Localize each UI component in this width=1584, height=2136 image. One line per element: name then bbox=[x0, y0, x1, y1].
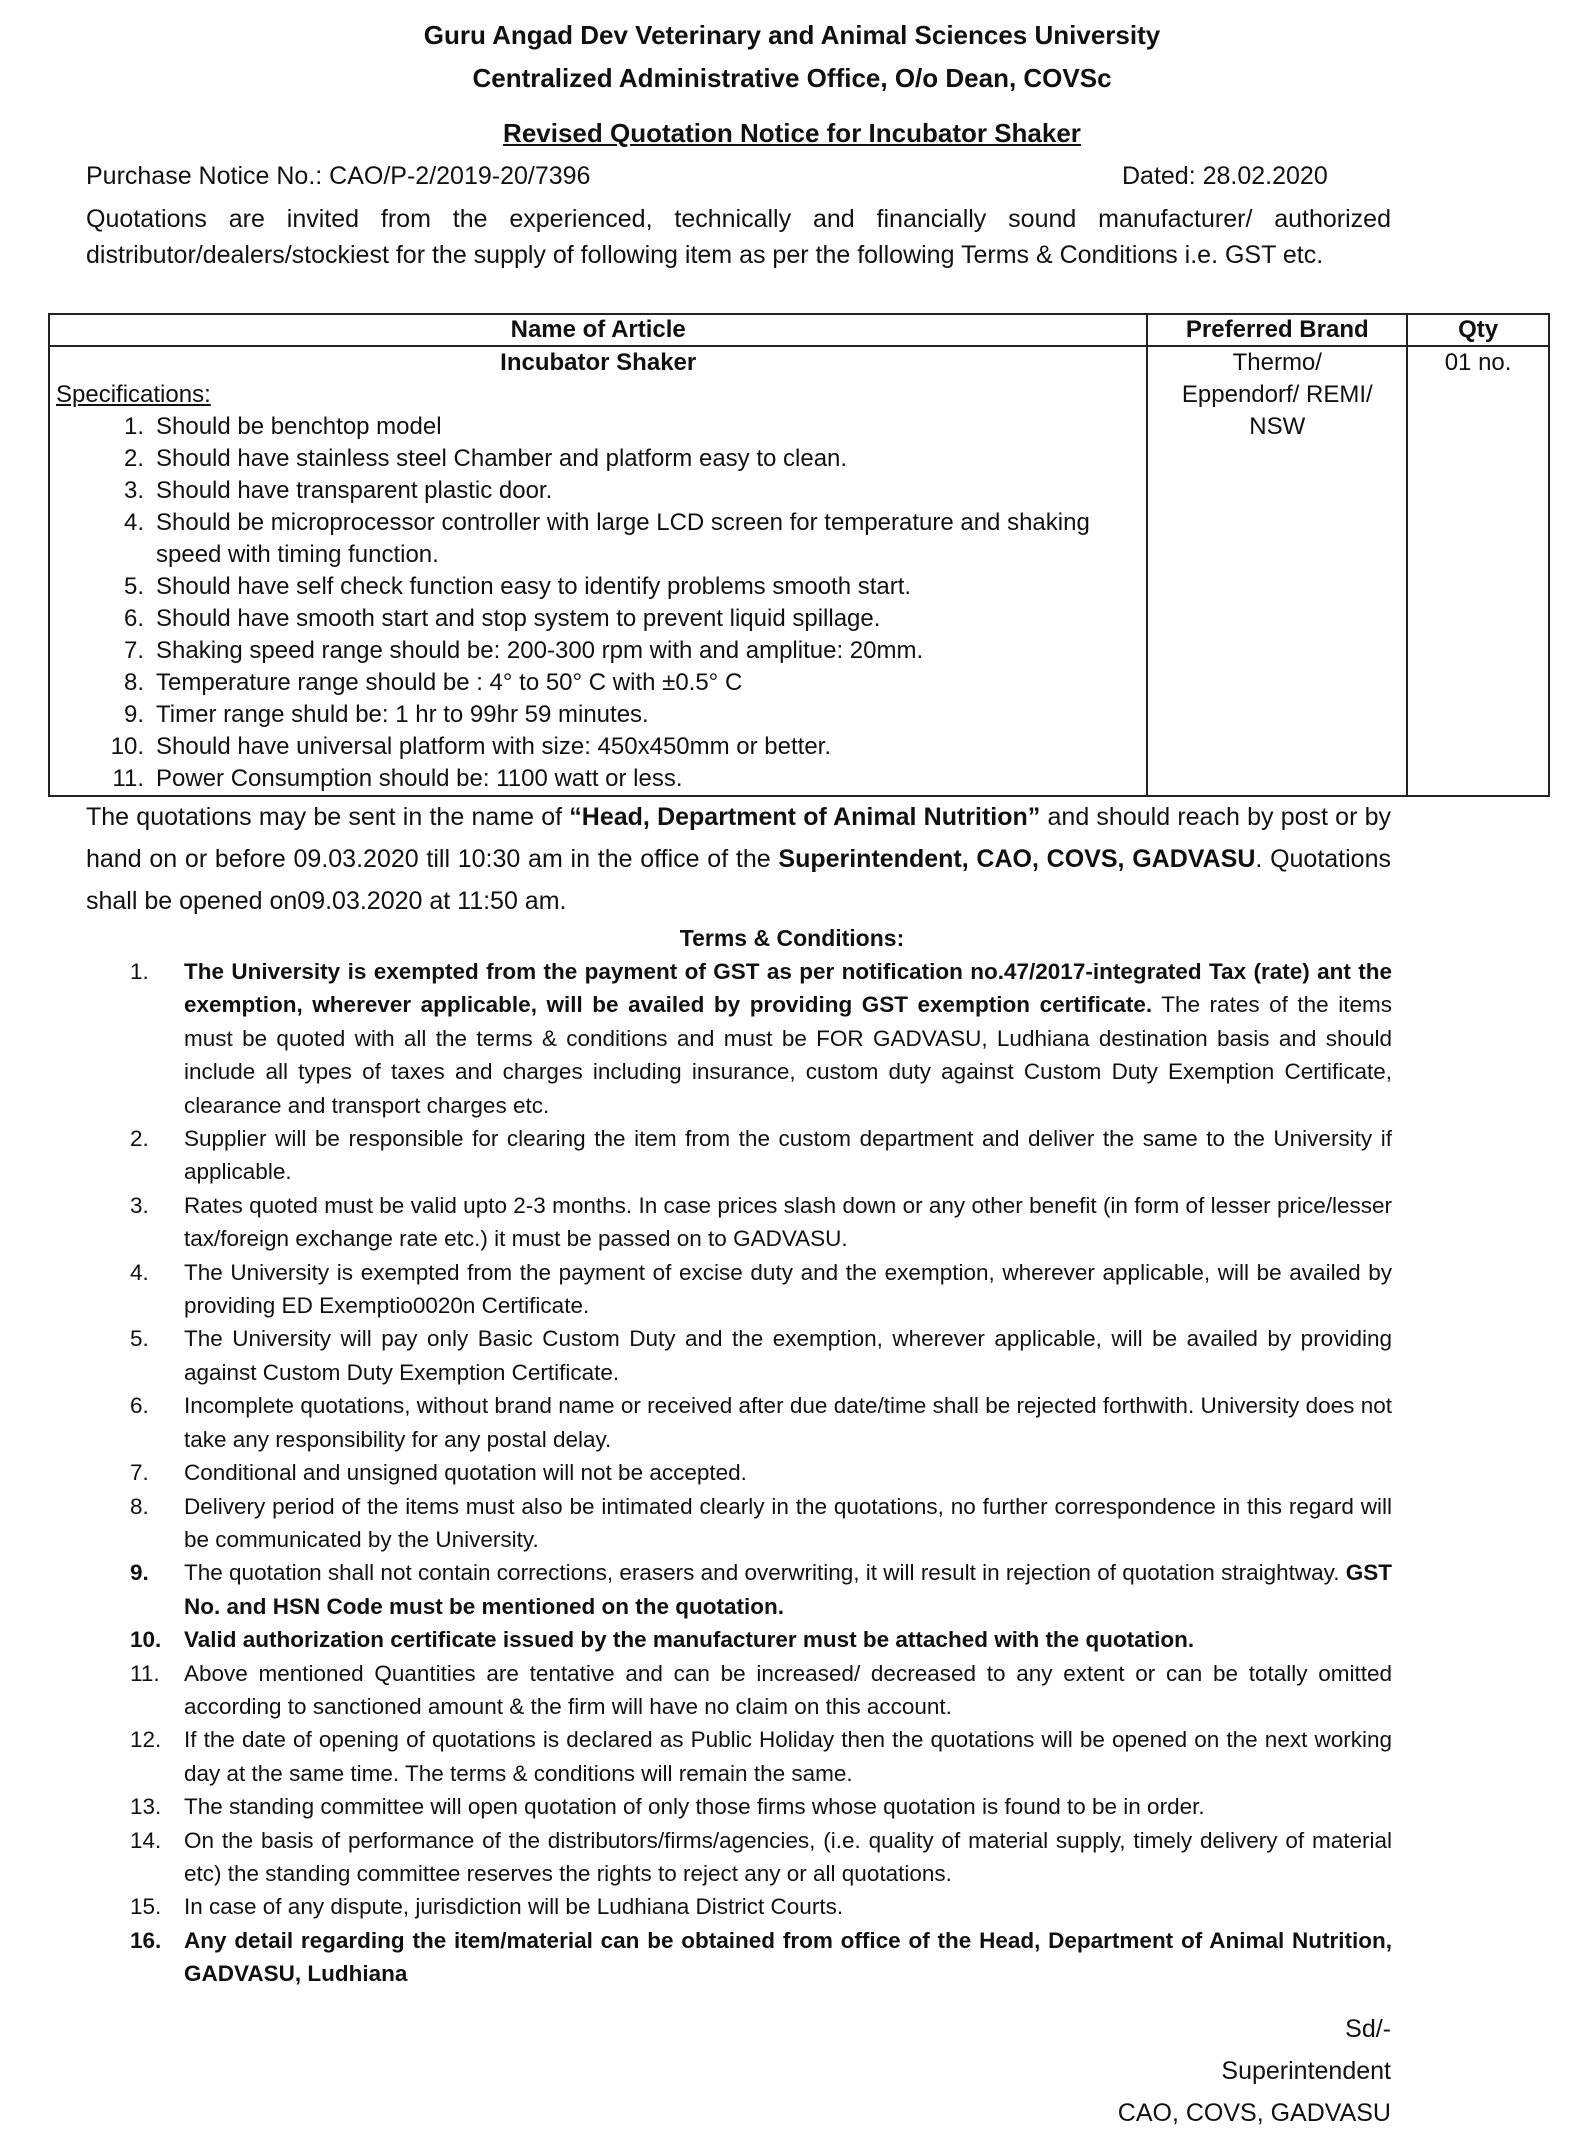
spec-text: Power Consumption should be: 1100 watt or less. bbox=[156, 765, 683, 792]
notice-meta-row bbox=[86, 162, 1386, 191]
term-item bbox=[130, 1556, 1392, 1623]
university-name: Guru Angad Dev Veterinary and Animal Sciences University bbox=[423, 20, 1161, 50]
spec-text: Should be benchtop model bbox=[156, 413, 442, 440]
header-name-of-article: Name of Article bbox=[49, 314, 1147, 346]
signature-title: Superintendent bbox=[1221, 2057, 1391, 2085]
intro-paragraph: Quotations are invited from the experienced, technically and financially sound manufacturer/ authorized distributor/dealers/stockiest for the supply of following item as per the following Terms & Conditions i.e. GST etc. bbox=[86, 205, 1391, 269]
brand-line: Eppendorf/ REMI/ bbox=[1181, 381, 1373, 408]
term-bold-text: The University is exempted from the payment of GST as per notification no.47/2017-integrated Tax (rate) ant the exemption, wherever applicable, will be availed by providing GST exemption certificate. bbox=[184, 959, 1392, 1018]
spec-number: 3. bbox=[123, 477, 144, 504]
term-item bbox=[130, 1924, 1392, 1991]
spec-number: 4. bbox=[123, 509, 144, 536]
article-cell bbox=[49, 346, 1147, 796]
term-number: 3. bbox=[130, 1192, 149, 1218]
spec-number: 5. bbox=[123, 573, 144, 600]
signature-block bbox=[1000, 2008, 1391, 2134]
term-item bbox=[130, 1824, 1392, 1891]
spec-item bbox=[123, 635, 1140, 667]
spec-number: 8. bbox=[123, 669, 144, 696]
term-text: Above mentioned Quantities are tentative and can be increased/ decreased to any extent or can be totally omitted according to sanctioned amount & the firm will have no claim on this account. bbox=[184, 1660, 1392, 1719]
term-text: The University will pay only Basic Custom Duty and the exemption, wherever applicable, will be availed by providing against Custom Duty Exemption Certificate. bbox=[184, 1326, 1392, 1385]
item-name: Incubator Shaker bbox=[500, 349, 697, 376]
spec-text: Should have transparent plastic door. bbox=[156, 477, 553, 504]
spec-text: Should have smooth start and stop system to prevent liquid spillage. bbox=[156, 605, 881, 632]
items-table bbox=[48, 313, 1550, 797]
qty-cell bbox=[1407, 346, 1549, 796]
brand-cell bbox=[1147, 346, 1407, 796]
signature-sd: Sd/- bbox=[1345, 2015, 1391, 2043]
term-number: 8. bbox=[130, 1493, 149, 1519]
term-item bbox=[130, 955, 1392, 1122]
term-number: 12. bbox=[130, 1727, 162, 1753]
office-name: Centralized Administrative Office, O/o Dean, COVSc bbox=[472, 63, 1112, 93]
term-item bbox=[130, 1723, 1392, 1790]
term-item bbox=[130, 1122, 1392, 1189]
spec-item bbox=[123, 603, 1140, 635]
term-item bbox=[130, 1490, 1392, 1557]
term-number: 4. bbox=[130, 1259, 149, 1285]
terms-heading: Terms & Conditions: bbox=[679, 925, 905, 951]
spec-item bbox=[123, 411, 1140, 443]
term-text: Rates quoted must be valid upto 2-3 months. In case prices slash down or any other benefit (in form of lesser price/lesser tax/foreign exchange rate etc.) it must be passed on to GADVASU. bbox=[184, 1192, 1392, 1252]
term-item bbox=[130, 1189, 1392, 1256]
spec-item bbox=[123, 667, 1140, 699]
spec-item bbox=[123, 699, 1140, 731]
spec-number: 6. bbox=[123, 605, 144, 632]
spec-number: 10. bbox=[110, 733, 144, 760]
submission-addressee: “Head, Department of Animal Nutrition” bbox=[569, 803, 1041, 831]
term-number: 6. bbox=[130, 1393, 149, 1419]
quantity-value: 01 no. bbox=[1444, 349, 1512, 376]
term-text: Incomplete quotations, without brand name or received after due date/time shall be rejected forthwith. University does not take any responsibility for any postal delay. bbox=[184, 1393, 1392, 1452]
spec-text: Should have self check function easy to identify problems smooth start. bbox=[156, 573, 912, 600]
term-item bbox=[130, 1456, 1392, 1489]
spec-number: 9. bbox=[123, 701, 144, 728]
spec-item bbox=[110, 731, 1140, 763]
table-header-row bbox=[49, 314, 1549, 346]
term-item bbox=[130, 1623, 1392, 1656]
spec-text: Should have universal platform with size: 450x450mm or better. bbox=[156, 733, 832, 760]
spec-text: Timer range shuld be: 1 hr to 99hr 59 minutes. bbox=[156, 701, 649, 728]
term-item bbox=[130, 1322, 1392, 1389]
spec-text: Temperature range should be : 4° to 50° C with ±0.5° C bbox=[156, 669, 743, 696]
submission-office: Superintendent, CAO, COVS, GADVASU bbox=[778, 845, 1256, 873]
spec-text: Shaking speed range should be: 200-300 rpm with and amplitue: 20mm. bbox=[156, 637, 924, 664]
terms-list bbox=[130, 955, 1392, 1991]
term-number: 14. bbox=[130, 1827, 162, 1853]
term-item bbox=[130, 1890, 1392, 1923]
term-item bbox=[130, 1657, 1392, 1724]
submission-text-3: . Quotations shall be opened on09.03.2020 at 11:50 am. bbox=[86, 845, 1391, 915]
notice-title: Revised Quotation Notice for Incubator Shaker bbox=[503, 118, 1081, 148]
term-text: The rates of the items must be quoted with all the terms & conditions and must be FOR GADVASU, Ludhiana destination basis and should include all types of taxes and charges including insurance, custom duty against Custom Duty Exemption Certificate, clearance and transport charges etc. bbox=[184, 992, 1392, 1118]
term-text: If the date of opening of quotations is declared as Public Holiday then the quotations will be opened on the next working day at the same time. The terms & conditions will remain the same. bbox=[184, 1727, 1392, 1786]
term-bold-text: Valid authorization certificate issued by the manufacturer must be attached with the quotation. bbox=[184, 1627, 1195, 1653]
spec-number: 7. bbox=[123, 637, 144, 664]
term-text: The quotation shall not contain corrections, erasers and overwriting, it will result in rejection of quotation straightway. bbox=[184, 1560, 1346, 1586]
specifications-heading: Specifications: bbox=[56, 381, 211, 408]
table-row bbox=[49, 346, 1549, 796]
spec-item bbox=[112, 763, 1140, 795]
term-text: The University is exempted from the payment of excise duty and the exemption, wherever applicable, will be availed by providing ED Exemptio0020n Certificate. bbox=[184, 1259, 1392, 1319]
submission-paragraph bbox=[86, 796, 1391, 922]
term-text: Supplier will be responsible for clearing the item from the custom department and deliver the same to the University if applicable. bbox=[184, 1126, 1392, 1185]
signature-office: CAO, COVS, GADVASU bbox=[1117, 2099, 1391, 2127]
term-number: 11. bbox=[130, 1660, 160, 1686]
term-number: 10. bbox=[130, 1627, 162, 1653]
term-text: Conditional and unsigned quotation will not be accepted. bbox=[184, 1460, 747, 1486]
purchase-notice-number: Purchase Notice No.: CAO/P-2/2019-20/7396 bbox=[86, 162, 591, 190]
header-qty: Qty bbox=[1407, 314, 1549, 346]
spec-number: 11. bbox=[112, 765, 144, 792]
spec-item bbox=[123, 571, 1140, 603]
term-text: In case of any dispute, jurisdiction will be Ludhiana District Courts. bbox=[184, 1894, 844, 1920]
term-bold-text: Any detail regarding the item/material can be obtained from office of the Head, Department of Animal Nutrition, GADVASU, Ludhiana bbox=[184, 1927, 1392, 1987]
submission-text-1: The quotations may be sent in the name of bbox=[86, 803, 570, 831]
term-number: 2. bbox=[130, 1126, 149, 1152]
term-item bbox=[130, 1790, 1392, 1823]
term-item bbox=[130, 1256, 1392, 1323]
brand-line: Thermo/ bbox=[1232, 349, 1322, 376]
spec-number: 2. bbox=[123, 445, 144, 472]
term-bold-tail: GST No. and HSN Code must be mentioned on the quotation. bbox=[184, 1560, 1392, 1619]
term-text: Delivery period of the items must also be intimated clearly in the quotations, no further correspondence in this regard will be communicated by the University. bbox=[184, 1493, 1392, 1552]
specifications-list bbox=[56, 411, 1140, 795]
spec-item bbox=[123, 443, 1140, 475]
spec-text: Should be microprocessor controller with large LCD screen for temperature and shaking speed with timing function. bbox=[156, 509, 1090, 568]
term-number: 7. bbox=[130, 1460, 149, 1486]
term-number: 1. bbox=[130, 959, 149, 984]
header-preferred-brand: Preferred Brand bbox=[1147, 314, 1407, 346]
spec-item bbox=[123, 475, 1140, 507]
term-item bbox=[130, 1389, 1392, 1456]
spec-item bbox=[123, 507, 1140, 571]
spec-text: Should have stainless steel Chamber and platform easy to clean. bbox=[156, 445, 848, 472]
brand-line: NSW bbox=[1249, 413, 1306, 440]
term-number: 9. bbox=[130, 1560, 149, 1586]
term-text: The standing committee will open quotation of only those firms whose quotation is found to be in order. bbox=[184, 1794, 1205, 1820]
submission-text-2: and should reach by post or by hand on or before 09.03.2020 till 10:30 am in the office of the bbox=[86, 803, 1392, 873]
term-text: On the basis of performance of the distributors/firms/agencies, (i.e. quality of material supply, timely delivery of material etc) the standing committee reserves the rights to reject any or all quotations. bbox=[184, 1827, 1392, 1886]
notice-date: Dated: 28.02.2020 bbox=[1122, 162, 1328, 190]
term-number: 5. bbox=[130, 1326, 149, 1352]
term-number: 13. bbox=[130, 1794, 162, 1820]
term-number: 15. bbox=[130, 1894, 162, 1920]
term-number: 16. bbox=[130, 1927, 162, 1953]
spec-number: 1. bbox=[123, 413, 144, 440]
